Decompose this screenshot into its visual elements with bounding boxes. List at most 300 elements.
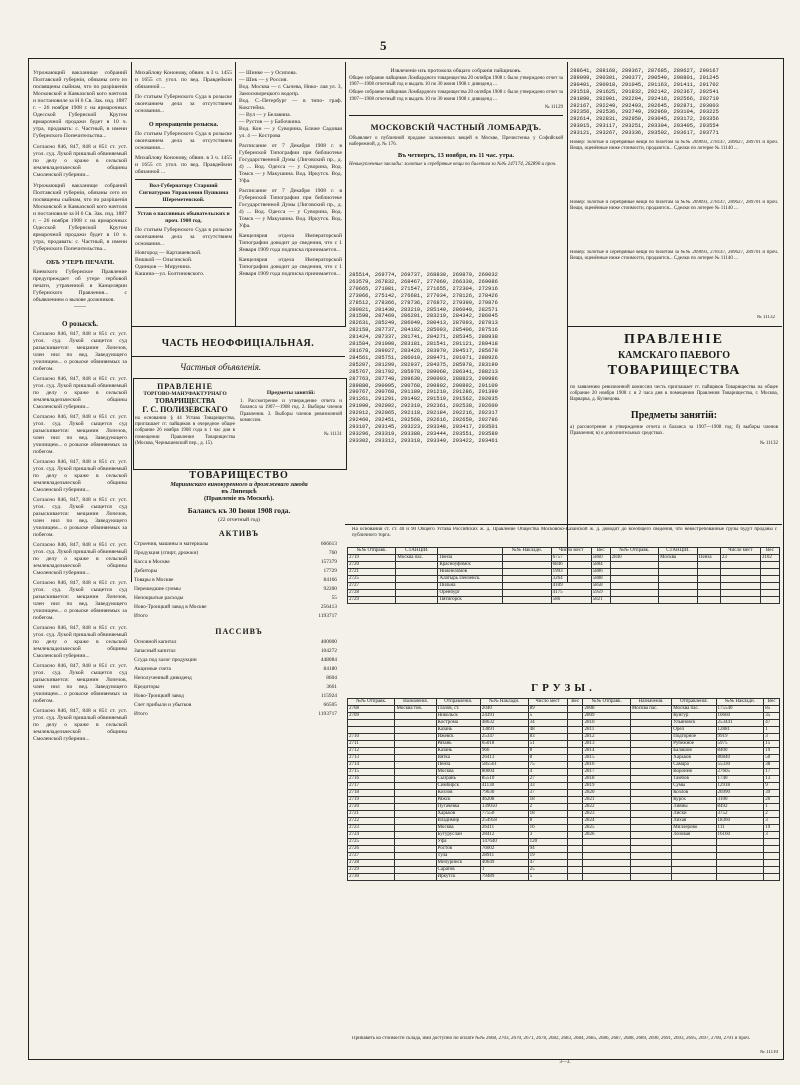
table-cell	[396, 562, 438, 569]
table-cell: 2808	[583, 706, 630, 713]
table-cell: 2729	[348, 867, 395, 874]
lombard-sub: Объявляет о публичной продаже заложенных вещей в Москве, Пречистенка у Софийской набережной, д. № 176.	[349, 136, 563, 148]
table-cell: 2825	[583, 825, 630, 832]
table-cell: Рязань	[436, 741, 480, 748]
table-cell	[567, 762, 583, 769]
table-cell	[583, 860, 630, 867]
balance-item: Касса в Москве	[134, 559, 170, 565]
right-text-b: Номер: золотые и серебряные вещи по билетам за №№ 269093, 278147, 289627, 289701 и проч. Вещи, оценённые ниже стоимости, продаются... Сделки по лотерее № 11140 ...	[570, 200, 778, 212]
table-row	[348, 720, 780, 727]
table-cell: 5886	[591, 569, 610, 576]
col2-text-top-b: По статьям Губернского Суда в розыске окончанием дела за отсутствием основания...	[135, 94, 232, 114]
table-cell: 2729	[348, 597, 396, 604]
table-cell	[720, 576, 760, 583]
table-cell	[659, 562, 698, 569]
table-cell: 79630	[480, 790, 528, 797]
table-cell: 3	[764, 832, 780, 839]
notice-top-cont: Согласно 846, 847, 848 и 851 ст. уст. угол. суд. Лукой пришлый обвиняемый по делу о краже в сельской землевладельческой общины Смоленской губернии...	[33, 144, 127, 178]
balance-row	[133, 674, 338, 683]
number-row: 281584, 291098, 283181, 281541, 291121, 289418	[349, 341, 498, 348]
table-cell	[720, 562, 760, 569]
table-row	[348, 874, 780, 881]
table-cell	[760, 590, 779, 597]
table-cell	[567, 846, 583, 853]
balance-row	[133, 567, 338, 576]
table-cell	[716, 839, 764, 846]
table-cell: Тамбов	[672, 776, 716, 783]
number-row: 291261, 291291, 291402, 291519, 291562, 292035	[349, 396, 498, 403]
table-cell: 4175	[551, 590, 591, 597]
table-cell	[567, 797, 583, 804]
table-cell: 51	[528, 741, 567, 748]
rail-notice: На основании ст. ст. 40 и 90 Общего Устава Российских ж. д. Правление Общества Московско-Казанской ж. д. доводит до всеобщего сведения, что невостребованные грузы будут проданы с публичного торга.	[352, 527, 777, 539]
table-cell	[630, 762, 671, 769]
section-lost-seal-text: Киевского Губернское Правление предупреждает об утере гербовой печати, утраченной в Канцелярии Губернского Правления... с объявлением о вызове должников.	[33, 269, 127, 303]
table-cell	[630, 755, 671, 762]
table-row	[348, 569, 780, 576]
balance-amount: 115924	[321, 693, 337, 699]
table-row	[348, 713, 780, 720]
table-cell: 25	[528, 867, 567, 874]
table-cell	[760, 576, 779, 583]
table-cell: 2726	[348, 846, 395, 853]
list-item: — Шинке — у Осипова.	[239, 70, 298, 76]
table-cell: 139050	[480, 804, 528, 811]
table-cell: 2728	[348, 590, 396, 597]
table-cell: 26990	[716, 790, 764, 797]
table-cell	[502, 562, 551, 569]
table-cell	[395, 825, 436, 832]
table-cell: 76002	[480, 846, 528, 853]
table-cell: Лозовая	[672, 832, 716, 839]
heading-search-stop: О прекращеніи розыска.	[148, 121, 219, 128]
number-row: 263579, 267832, 268467, 277069, 266330, 269086	[349, 278, 498, 285]
table-cell: 2813	[583, 741, 630, 748]
section-search-text-6: Согласно 846, 847, 848 и 851 ст. уст. угол. суд. Лукой пришлый обвиняемый по делу о краже в сельской землевладельческой общины Смоленской губернии...	[33, 542, 127, 576]
balance-item: Ссуда под залог продукции	[134, 657, 197, 663]
table-cell	[630, 832, 671, 839]
rule-official	[131, 326, 345, 327]
ad-polizevsky-title	[135, 382, 235, 447]
table-header: СТАНЦІИ.	[659, 548, 698, 555]
table-cell	[396, 583, 438, 590]
table-cell	[630, 713, 671, 720]
table-cell: 9919	[716, 734, 764, 741]
table-cell: 5959	[591, 590, 610, 597]
table-cell	[567, 853, 583, 860]
table-cell: 3100	[716, 797, 764, 804]
table-cell	[630, 769, 671, 776]
table-row	[348, 804, 780, 811]
table-cell	[348, 727, 395, 734]
table-cell: 2720	[348, 804, 395, 811]
table-cell: 3	[528, 832, 567, 839]
table-cell: Воронеж	[672, 769, 716, 776]
official-heading: ЧАСТЬ НЕОФФИЦІАЛЬНАЯ.	[161, 338, 315, 349]
protocol-heading: Извлеченіе изъ протокола общаго собранія пайщиковъ.	[390, 68, 522, 74]
balance-amount: 92200	[323, 586, 337, 592]
number-row: 281598, 287469, 286201, 283219, 284342, 286045	[349, 313, 498, 320]
table-cell	[395, 832, 436, 839]
table-cell: 2727	[348, 853, 395, 860]
table-cell: 2722	[348, 818, 395, 825]
table-cell: 17	[764, 769, 780, 776]
table-cell: Симбирск	[436, 783, 480, 790]
table-cell: Никольск	[436, 713, 480, 720]
table-cell	[395, 783, 436, 790]
table-cell: 12881	[716, 727, 764, 734]
number-row: 292460, 292451, 292568, 292616, 292650, 292786	[349, 417, 498, 424]
table-cell: 120	[528, 839, 567, 846]
table-cell	[659, 597, 698, 604]
table-cell: 19	[764, 748, 780, 755]
table-row	[348, 576, 780, 583]
table-cell: 38	[764, 762, 780, 769]
table-cell	[567, 727, 583, 734]
table-cell	[567, 839, 583, 846]
number-row: 285767, 281792, 285978, 289068, 286341, 288213	[349, 368, 498, 375]
announce-body: По статьям Губернского Суда в розыске окончанием дела за отсутствием основания...	[135, 227, 232, 247]
table-cell: 2814	[583, 748, 630, 755]
table-cell: 27605	[716, 769, 764, 776]
table-cell: 10660	[716, 713, 764, 720]
table-cell	[610, 583, 658, 590]
balance-row	[133, 638, 338, 647]
column-3	[239, 70, 342, 325]
table-cell: 28911	[480, 853, 528, 860]
table-cell: 19	[764, 825, 780, 832]
table-cell	[395, 804, 436, 811]
table-cell: 94	[528, 846, 567, 853]
table-cell	[630, 804, 671, 811]
table-cell: 35	[764, 713, 780, 720]
list-item: — Вул — у Белавина.	[239, 112, 292, 118]
list-item: — Рустов — у Бабочкина.	[239, 119, 302, 125]
table-cell: 8	[528, 755, 567, 762]
table-cell: 27	[528, 776, 567, 783]
table-cell: 47	[764, 720, 780, 727]
balance-row	[133, 549, 338, 558]
kama-items: а) рассмотрение и утверждение отчета и баланса за 1907—1908 год; б) выборы членов Правления; в) о дополнительных средствах.	[570, 424, 778, 436]
balance-amount: 84166	[323, 577, 337, 583]
table-cell: 3752	[716, 811, 764, 818]
table-header: Число мест	[528, 699, 567, 706]
table-cell	[583, 874, 630, 881]
table-cell: 2721	[348, 569, 396, 576]
passiv-heading: ПАССИВЪ	[215, 627, 263, 636]
section-search-text-3: Согласно 846, 847, 848 и 851 ст. уст. угол. суд. Лукой сыщется суд разыскивается: мещанин Лопезов, член нил по вед. Заведующего училищем... о розыске обвиняемых за побегом.	[33, 414, 127, 455]
gruzy-table	[347, 698, 780, 881]
table-header: Вес	[760, 548, 779, 555]
table-cell	[716, 860, 764, 867]
number-row: 290401, 290918, 291045, 291163, 291411, 291702	[570, 81, 719, 88]
table-cell: Пенза	[438, 555, 503, 562]
table-header: №№ Отправк.	[583, 699, 630, 706]
table-cell: 2	[528, 804, 567, 811]
table-cell	[502, 590, 551, 597]
balance-row	[133, 710, 338, 719]
table-header: Вес	[764, 699, 780, 706]
table-cell	[348, 720, 395, 727]
number-row: 293015, 293117, 293251, 293304, 293405, 293554	[570, 123, 719, 130]
tov-title: ТОВАРИЩЕСТВО	[189, 470, 289, 481]
balance-amount: 55	[331, 595, 337, 601]
search-stop-text: По статьям Губернского Суда в розыске окончанием дела за отсутствием основания...	[135, 131, 232, 151]
balance-item: Итого	[134, 613, 148, 619]
balance-amount: 157379	[320, 559, 337, 565]
table-cell: 2719	[348, 555, 396, 562]
table-cell	[697, 562, 720, 569]
table-cell	[610, 597, 658, 604]
table-cell	[630, 748, 671, 755]
table-cell: 26411	[480, 825, 528, 832]
table-cell: 80004	[480, 769, 528, 776]
table-cell: Рубежное	[672, 741, 716, 748]
table-header: Назначенія.	[395, 699, 436, 706]
table-cell: Сызрань	[436, 776, 480, 783]
number-row: 285514, 269774, 269737, 268830, 269879, 269032	[349, 272, 498, 278]
table-cell	[567, 776, 583, 783]
table-cell: Кунгур	[672, 713, 716, 720]
number-row: 293107, 293145, 293223, 293348, 293417, 293501	[349, 423, 498, 430]
table-cell: Тула	[436, 853, 480, 860]
table-cell: 3	[764, 734, 780, 741]
balance-amount: 400000	[320, 639, 337, 645]
table-cell: 75	[528, 762, 567, 769]
table-cell: Козлов	[436, 790, 480, 797]
table-cell: Орел	[672, 727, 716, 734]
balance-amount: 760	[328, 550, 337, 556]
table-cell: 18360	[716, 818, 764, 825]
table-cell: 1	[764, 727, 780, 734]
table-cell: Нижнеломов	[438, 569, 503, 576]
table-cell	[567, 706, 583, 713]
table-cell: 2721	[348, 811, 395, 818]
lombard-date: Въ четвергъ, 13 ноября, въ 11 час. утра.	[397, 152, 515, 160]
table-cell	[567, 818, 583, 825]
table-cell: 6846	[551, 562, 591, 569]
kama-subject: Предметы занятій:	[630, 409, 718, 421]
balance-item: Дебиторы	[134, 568, 158, 574]
table-cell	[567, 755, 583, 762]
right-text-c: Номер: золотые и серебряные вещи по билетам за №№ 269093, 278147, 289627, 289701 и проч. Вещи, оценённые ниже стоимости, продаются... Сделки по лотерее № 11140 ...	[570, 250, 778, 262]
page-number: 5	[380, 38, 387, 53]
protocol-number: № 11129	[544, 104, 563, 110]
ad-subject-items: 1. Рассмотрение и утверждение отчета и баланса за 1907—1908 год. 2. Выборы членов Правления. 3. Выборы членов ревизионной комиссии.	[240, 399, 342, 423]
table-cell	[760, 597, 779, 604]
table-cell	[659, 583, 698, 590]
table-cell: Ульяновск	[672, 720, 716, 727]
section-search-text-2: Согласно 846, 847, 848 и 851 ст. уст. угол. суд. Лукой пришлый обвиняемый по делу о краже в сельской землевладельческой общины Смоленской губернии...	[33, 376, 127, 410]
number-row: 284561, 285751, 286010, 289471, 291071, 288926	[349, 354, 498, 361]
table-cell: 89	[528, 706, 567, 713]
table-cell: 13	[764, 776, 780, 783]
table-cell	[630, 783, 671, 790]
table-cell	[760, 562, 779, 569]
number-row: 289099, 290301, 290377, 290540, 290801, 291245	[570, 74, 719, 81]
table-cell: Оренбург	[438, 590, 503, 597]
table-cell	[395, 741, 436, 748]
footer-center: 3—3.	[559, 1060, 571, 1065]
table-cell: 2713	[348, 755, 395, 762]
table-row	[348, 734, 780, 741]
table-cell: Владимир	[436, 818, 480, 825]
number-row: 293121, 293267, 293336, 293502, 293617, 293771	[570, 130, 719, 137]
table-cell	[630, 734, 671, 741]
table-cell: 3	[764, 818, 780, 825]
table-cell: 2715	[348, 769, 395, 776]
table-cell: 175540	[716, 706, 764, 713]
table-cell: 6757	[551, 555, 591, 562]
table-row	[348, 790, 780, 797]
table-cell: 2811	[583, 727, 630, 734]
table-cell: Казань	[436, 748, 480, 755]
balance-amount: 666613	[320, 541, 337, 547]
table-cell	[567, 769, 583, 776]
table-row	[348, 846, 780, 853]
table-cell: 2725	[348, 839, 395, 846]
table-cell: 20	[764, 797, 780, 804]
table-cell	[395, 867, 436, 874]
gruzy-table-wrap	[347, 698, 780, 1033]
balance-row	[133, 665, 338, 674]
balance-amount: 17729	[323, 568, 337, 574]
balance-amount: 1193717	[318, 613, 337, 619]
table-cell: 585561	[480, 762, 528, 769]
announce-text: Устав о пассивных обывательских и проч. 1908 год.	[137, 211, 230, 224]
table-cell	[395, 839, 436, 846]
table-cell: Ростов	[436, 846, 480, 853]
tov-year: (22 отчетный год)	[218, 517, 260, 523]
table-cell: 19	[528, 853, 567, 860]
list-item: Вод. С.-Петербург — в типо- граф. Кокстейна.	[239, 98, 342, 111]
ad-title-line: ПРАВЛЕНІЕ	[157, 382, 213, 391]
table-cell: 8	[528, 748, 567, 755]
table-cell: 1740	[716, 776, 764, 783]
table-cell	[396, 569, 438, 576]
table-cell	[764, 867, 780, 874]
table-cell: 2725	[348, 576, 396, 583]
table-cell	[567, 860, 583, 867]
table-cell: 1	[480, 867, 528, 874]
balance-amount: 448084	[320, 657, 337, 663]
table-cell: 46208	[480, 797, 528, 804]
table-cell: Бугуруслан	[436, 832, 480, 839]
table-cell: 1	[764, 804, 780, 811]
column-rule-3	[345, 62, 346, 327]
section-search-text-8: Согласно 846, 847, 848 и 851 ст. уст. угол. суд. Лукой пришлый обвиняемый по делу о краже в сельской землевладельческой общины Смоленской губернии...	[33, 625, 127, 659]
table-cell: Пятигорск	[438, 597, 503, 604]
table-cell	[630, 797, 671, 804]
table-cell: 5860	[591, 555, 610, 562]
table-cell	[396, 590, 438, 597]
table-cell: 18	[528, 797, 567, 804]
table-cell: 37	[528, 790, 567, 797]
table-cell: Уфа	[436, 839, 480, 846]
kama-text: по заявлению ревизионной комиссии честь приглашает гг. пайщиков Товарищества на общее собрание 20 ноября 1908 г. в 2 часа дня в помещении Правления Товарищества, г. Москва, Варварка, д. Кузнецова.	[570, 385, 778, 403]
table-cell	[567, 713, 583, 720]
number-row: 288641, 288168, 289367, 287685, 289627, 290167	[570, 68, 719, 74]
footer-number: № 11110	[760, 1050, 778, 1055]
table-cell: 147640	[480, 839, 528, 846]
balance-row	[133, 576, 338, 585]
table-header: СТАНЦІИ.	[396, 548, 438, 555]
kama-number: № 11132	[759, 441, 778, 447]
number-row: 270665, 271081, 271547, 271655, 272304, 272916	[349, 285, 498, 292]
table-cell: 2809	[583, 713, 630, 720]
table-header: Число мест	[551, 548, 591, 555]
table-cell: 4109	[551, 583, 591, 590]
table-cell: 28412	[480, 832, 528, 839]
table-cell: 254958	[480, 818, 528, 825]
table-cell: 5975	[716, 741, 764, 748]
table-row	[348, 590, 780, 597]
table-cell: 2708	[348, 706, 395, 713]
table-cell	[395, 874, 436, 881]
table-cell: 5	[528, 713, 567, 720]
table-cell	[502, 583, 551, 590]
table-cell	[395, 720, 436, 727]
table-cell: 79489	[480, 874, 528, 881]
table-cell: 24391	[480, 713, 528, 720]
table-cell: Ливны	[672, 804, 716, 811]
table-header	[438, 548, 503, 555]
table-cell	[502, 555, 551, 562]
col2-text-top: Михайлову Кононову, обвин. в 3 ч. 1455 и 1655 ст. угол. по вед. Правдейкин обязанной ...	[135, 70, 232, 90]
ad-title-line: ТОВАРИЩЕСТВА	[154, 397, 216, 405]
column-2	[135, 70, 232, 325]
table-cell: 8492	[716, 804, 764, 811]
balance-item: Строения, машины и материалы	[134, 541, 209, 547]
table-row	[348, 811, 780, 818]
table-header: №№ Накладн.	[480, 699, 528, 706]
table-cell: 5888	[591, 576, 610, 583]
table-cell	[659, 590, 698, 597]
table-cell: 50	[764, 755, 780, 762]
table-cell	[567, 741, 583, 748]
table-cell	[764, 874, 780, 881]
table-cell	[567, 811, 583, 818]
section-search-text-7: Согласно 846, 847, 848 и 851 ст. уст. угол. суд. Лукой сыщется суд разыскивается: мещанин Лопезов, член нил по вед. Заведующего училищем... о розыске обвиняемых за побегом.	[33, 580, 127, 621]
balance-item: Ново-Троицкий завод в Москве	[134, 604, 207, 610]
table-cell: Пугачевка	[436, 804, 480, 811]
balance-row	[133, 585, 338, 594]
table-header: Вес	[567, 699, 583, 706]
table-cell: 8	[528, 818, 567, 825]
table-row	[348, 741, 780, 748]
table-cell: 2714	[348, 762, 395, 769]
table-cell	[567, 804, 583, 811]
section-title-lost-seal: ОБЪ УТЕРѢ ПЕЧАТИ.	[46, 259, 114, 266]
table-cell: Алатырь Пензенск.	[438, 576, 503, 583]
table-row	[348, 597, 780, 604]
table-cell: Лиски	[672, 811, 716, 818]
table-cell	[720, 597, 760, 604]
table-row	[348, 562, 780, 569]
list-item: Вишкой — Ольгинской.	[135, 257, 193, 263]
table-cell	[764, 860, 780, 867]
table-cell: 2816	[583, 762, 630, 769]
table-cell: 2818	[583, 776, 630, 783]
table-cell: 33	[528, 783, 567, 790]
table-cell	[659, 576, 698, 583]
table-row	[348, 797, 780, 804]
rule-official-2	[131, 356, 345, 357]
rule-kama-top	[567, 326, 782, 327]
table-cell: Москва	[436, 825, 480, 832]
table-cell: Москва пас.	[396, 555, 438, 562]
balance-item: Перешедшие суммы	[134, 586, 181, 592]
